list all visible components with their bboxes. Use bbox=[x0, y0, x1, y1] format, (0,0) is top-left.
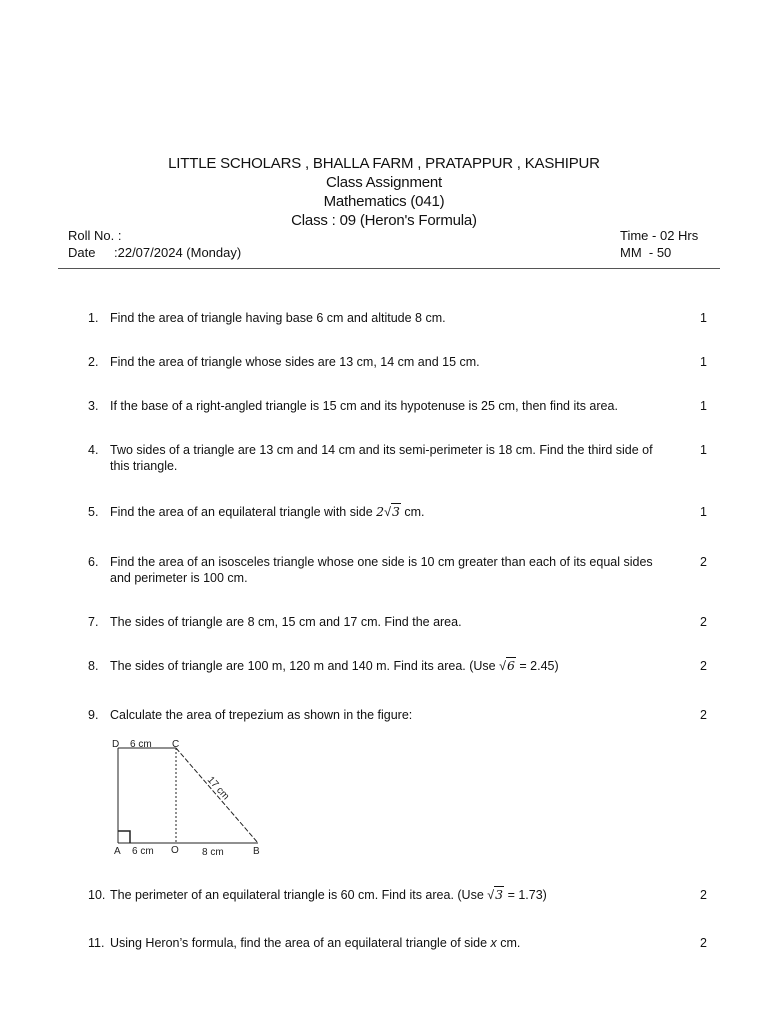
vertex-d-label: D bbox=[112, 739, 120, 750]
question-number: 5. bbox=[88, 505, 99, 519]
max-marks: MM - 50 bbox=[620, 245, 672, 260]
question-text-part: = 1.73) bbox=[504, 888, 547, 902]
question-number: 1. bbox=[88, 311, 99, 325]
question-text bbox=[110, 504, 675, 520]
question-text: If the base of a right-angled triangle is 15 cm and its hypotenuse is 25 cm, then find its area. bbox=[110, 399, 618, 413]
date-value: :22/07/2024 (Monday) bbox=[114, 245, 242, 260]
question-number: 10. bbox=[88, 888, 106, 902]
question-text bbox=[110, 935, 675, 951]
square-root-symbol: √6 bbox=[499, 658, 515, 673]
question-marks: 1 bbox=[700, 355, 707, 369]
slant-length-label: 17 cm bbox=[204, 774, 232, 803]
question-text-part: cm. bbox=[496, 936, 521, 950]
question-marks: 1 bbox=[700, 443, 707, 457]
question-marks: 2 bbox=[700, 659, 707, 673]
date-row bbox=[68, 244, 241, 261]
question-number: 8. bbox=[88, 659, 99, 673]
question-text-part: Using Heron’s formula, find the area of an equilateral triangle of side bbox=[110, 936, 491, 950]
sqrt-radicand: 6 bbox=[506, 658, 515, 673]
question-text: Find the area of triangle whose sides are 13 cm, 14 cm and 15 cm. bbox=[110, 355, 480, 369]
question-text-part: The sides of triangle are 100 m, 120 m and 140 m. Find its area. (Use bbox=[110, 659, 500, 673]
question-marks: 1 bbox=[700, 311, 707, 325]
subject-title: Mathematics (041) bbox=[323, 193, 445, 210]
vertex-b-label: B bbox=[253, 846, 260, 857]
question-text: Find the area of triangle having base 6 cm and altitude 8 cm. bbox=[110, 311, 446, 325]
question-text-part: = 2.45) bbox=[515, 659, 559, 673]
question-text: Two sides of a triangle are 13 cm and 14 cm and its semi-perimeter is 18 cm. Find the third side of this triangle. bbox=[110, 443, 653, 473]
document-header bbox=[0, 154, 768, 230]
student-info bbox=[68, 227, 241, 261]
question-text bbox=[110, 887, 675, 903]
variable-x: x bbox=[490, 936, 497, 950]
question-number: 11. bbox=[88, 936, 105, 950]
right-angle-marker bbox=[118, 831, 130, 843]
question-number: 9. bbox=[88, 708, 99, 722]
header-divider bbox=[58, 268, 720, 269]
vertex-a-label: A bbox=[114, 846, 121, 857]
date-label: Date bbox=[68, 245, 96, 260]
question-marks: 2 bbox=[700, 615, 707, 629]
question-number: 4. bbox=[88, 443, 99, 457]
vertex-c-label: C bbox=[172, 739, 180, 750]
sqrt-radicand: 3 bbox=[495, 887, 504, 902]
sqrt-radicand: 3 bbox=[391, 504, 400, 519]
question-number: 6. bbox=[88, 555, 99, 569]
question-marks: 1 bbox=[700, 399, 707, 413]
question-text: The sides of triangle are 8 cm, 15 cm and 17 cm. Find the area. bbox=[110, 615, 462, 629]
question-text: Find the area of an isosceles triangle whose one side is 10 cm greater than each of its equal sides and perimeter is 100 cm. bbox=[110, 555, 653, 585]
assignment-type: Class Assignment bbox=[325, 174, 443, 191]
class-title: Class : 09 (Heron's Formula) bbox=[291, 212, 477, 229]
top-length-label: 6 cm bbox=[130, 739, 152, 750]
sqrt-coefficient: 2 bbox=[376, 504, 385, 519]
question-marks: 2 bbox=[700, 555, 707, 569]
school-name: LITTLE SCHOLARS , BHALLA FARM , PRATAPPUR , KASHIPUR bbox=[168, 155, 600, 172]
square-root-symbol: √3 bbox=[384, 504, 400, 519]
question-text-part: Find the area of an equilateral triangle with side bbox=[110, 505, 377, 519]
bottom-right-length-label: 8 cm bbox=[202, 847, 224, 858]
question-text-part: The perimeter of an equilateral triangle is 60 cm. Find its area. (Use bbox=[110, 888, 488, 902]
square-root-symbol: √3 bbox=[487, 887, 504, 902]
question-text: Calculate the area of trepezium as shown in the figure: bbox=[110, 708, 413, 722]
question-marks: 2 bbox=[700, 936, 707, 950]
roll-number-label: Roll No. : bbox=[68, 228, 122, 243]
question-marks: 2 bbox=[700, 888, 707, 902]
question-marks: 2 bbox=[700, 708, 707, 722]
vertex-o-label: O bbox=[171, 845, 179, 856]
trapezium-figure bbox=[110, 735, 270, 860]
time-allowed: Time - 02 Hrs bbox=[620, 228, 699, 243]
question-marks: 1 bbox=[700, 505, 707, 519]
question-number: 7. bbox=[88, 615, 99, 629]
bottom-left-length-label: 6 cm bbox=[132, 846, 154, 857]
question-text bbox=[110, 658, 675, 674]
question-number: 3. bbox=[88, 399, 99, 413]
question-text-part: cm. bbox=[400, 505, 425, 519]
exam-info bbox=[620, 227, 698, 261]
question-number: 2. bbox=[88, 355, 99, 369]
